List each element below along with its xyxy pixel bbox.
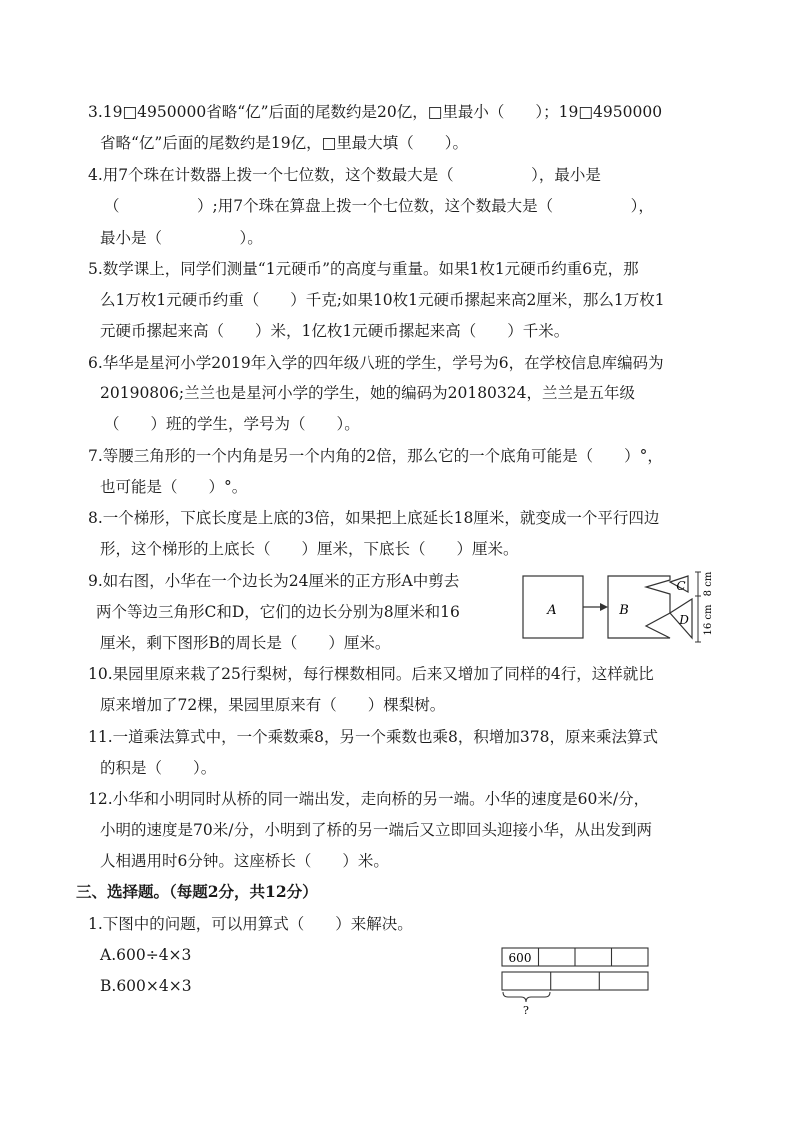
q6-line-2: 20190806;兰兰也是星河小学的学生，她的编码为20180324，兰兰是五年级 [100, 384, 636, 402]
q3-line-2: 省略“亿”后面的尾数约是19亿，□里最大填（ ）。 [100, 134, 468, 152]
c1-bar-value: 600 [508, 951, 532, 965]
q9-figure [520, 568, 720, 646]
q9-label-b: B [619, 603, 629, 618]
q3-line-1: 3.19□4950000省略“亿”后面的尾数约是20亿，□里最小（ ）；19□4950000 [88, 103, 663, 121]
q12-line-3: 人相遇用时6分钟。这座桥长（ ）米。 [100, 852, 389, 870]
c1-option-a: A.600÷4×3 [100, 946, 192, 964]
q5-line-3: 元硬币摞起来高（ ）米，1亿枚1元硬币摞起来高（ ）千米。 [100, 322, 570, 340]
q10-line-2: 原来增加了72棵，果园里原来有（ ）棵梨树。 [100, 696, 446, 714]
q5-line-1: 5.数学课上，同学们测量“1元硬币”的高度与重量。如果1枚1元硬币约重6克，那 [88, 260, 639, 278]
q7-line-1: 7.等腰三角形的一个内角是另一个内角的2倍，那么它的一个底角可能是（ ）°， [88, 447, 663, 465]
q6-line-1: 6.华华是星河小学2019年入学的四年级八班的学生，学号为6，在学校信息库编码为 [88, 354, 664, 372]
q8-line-1: 8.一个梯形，下底长度是上底的3倍，如果把上底延长18厘米，就变成一个平行四边 [88, 509, 660, 527]
c1-bar-bottom [502, 972, 648, 990]
c1-question-mark: ? [523, 1004, 529, 1016]
q6-line-3: （ ）班的学生，学号为（ ）。 [104, 415, 360, 433]
q11-line-1: 11.一道乘法算式中，一个乘数乘8，另一个乘数也乘8，积增加378，原来乘法算式 [88, 728, 658, 746]
q9-label-d: D [679, 613, 689, 627]
q10-line-1: 10.果园里原来栽了25行梨树，每行棵数相同。后来又增加了同样的4行，这样就比 [88, 665, 654, 683]
q9-dim-8: 8 cm [703, 571, 714, 597]
q9-line-1: 9.如右图，小华在一个边长为24厘米的正方形A中剪去 [88, 572, 460, 590]
q8-line-2: 形，这个梯形的上底长（ ）厘米，下底长（ ）厘米。 [100, 540, 519, 558]
q9-line-2: 两个等边三角形C和D，它们的边长分别为8厘米和16 [96, 603, 460, 621]
q9-label-c: C [676, 579, 686, 593]
q7-line-2: 也可能是（ ）°。 [100, 478, 248, 496]
q4-line-2: （ ）;用7个珠在算盘上拨一个七位数，这个数最大是（ ）， [104, 197, 654, 215]
q9-dim-16: 16 cm [703, 604, 714, 636]
q9-label-a: A [547, 603, 557, 618]
q9-arrow-head [600, 603, 608, 611]
section-3-title: 三、选择题。（每题2分，共12分） [76, 882, 318, 901]
c1-option-b: B.600×4×3 [100, 977, 192, 995]
q4-line-1: 4.用7个珠在计数器上拨一个七位数，这个数最大是（ ），最小是 [88, 166, 601, 184]
q9-line-3: 厘米，剩下图形B的周长是（ ）厘米。 [100, 634, 391, 652]
q5-line-2: 么1万枚1元硬币约重（ ）千克;如果10枚1元硬币摞起来高2厘米，那么1万枚1 [100, 291, 665, 309]
q12-line-1: 12.小华和小明同时从桥的同一端出发，走向桥的另一端。小华的速度是60米/分， [88, 790, 650, 808]
q9-shape-b [608, 576, 670, 638]
c1-question: 1.下图中的问题，可以用算式（ ）来解决。 [88, 915, 413, 933]
c1-brace [503, 992, 550, 1002]
q12-line-2: 小明的速度是70米/分，小明到了桥的另一端后又立即回头迎接小华，从出发到两 [100, 821, 652, 839]
q11-line-2: 的积是（ ）。 [100, 759, 217, 777]
q4-line-3: 最小是（ ）。 [100, 229, 263, 247]
c1-bar-figure [500, 946, 652, 1016]
